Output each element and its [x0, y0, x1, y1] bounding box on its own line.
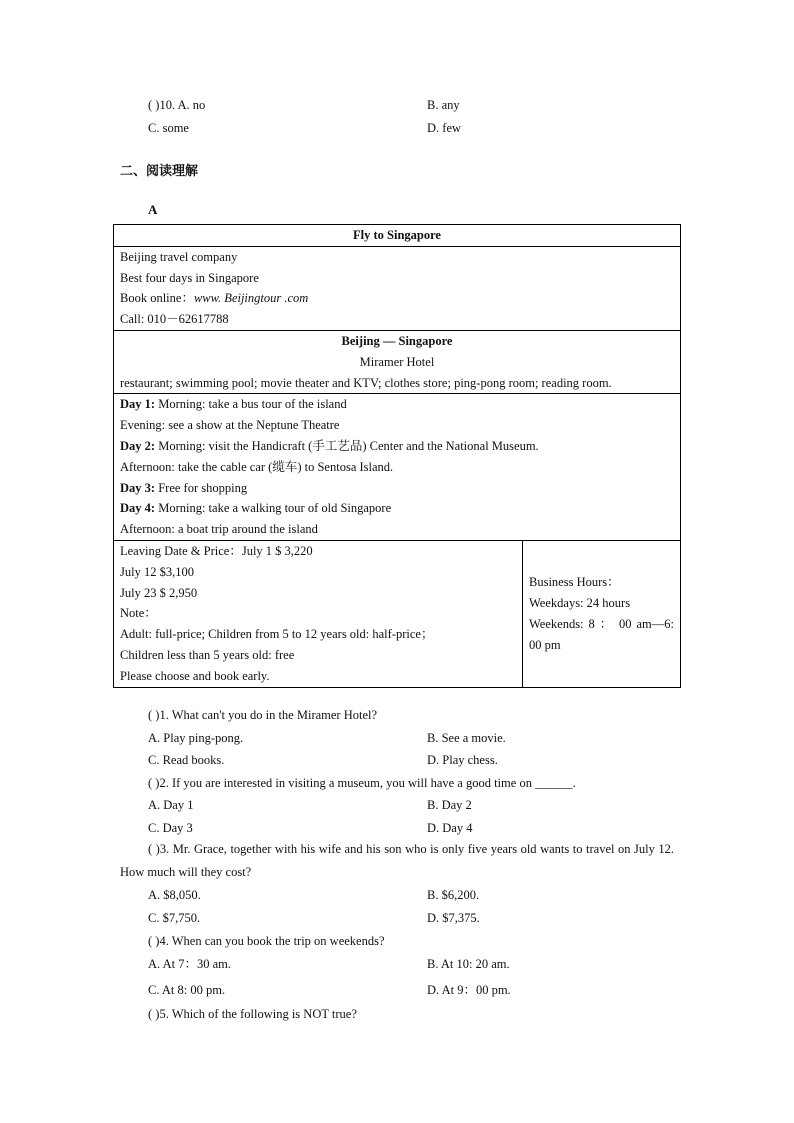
itinerary-line	[120, 436, 674, 457]
section-heading: 二、阅读理解	[120, 164, 199, 179]
question-1-option-d: D. Play chess.	[427, 753, 498, 767]
price-line: July 12 $3,100	[120, 564, 194, 579]
day-label: Day 4:	[120, 501, 156, 516]
day-text: Morning: visit the Handicraft (手工艺品) Center and the National Museum.	[155, 438, 539, 453]
day-text: Morning: take a walking tour of old Singapore	[155, 501, 392, 516]
question-4-option-c: C. At 8: 00 pm.	[148, 983, 226, 997]
question-2-option-d: D. Day 4	[427, 821, 473, 835]
ad-book-label: Book online：	[120, 291, 194, 306]
ad-hotel-info	[114, 330, 681, 393]
itinerary-line	[120, 457, 674, 478]
question-1-option-c: C. Read books.	[148, 753, 225, 767]
question-4-option-d: D. At 9：00 pm.	[427, 983, 511, 997]
day-label: Day 1:	[120, 397, 156, 412]
question-3-option-c: C. $7,750.	[148, 911, 201, 925]
question-10-option-b: B. any	[427, 98, 460, 112]
question-1-option-a: A. Play ping-pong.	[148, 731, 244, 745]
ad-itinerary	[114, 394, 681, 541]
question-2-option-c: C. Day 3	[148, 821, 193, 835]
day-label: Day 3:	[120, 480, 156, 495]
ad-business-hours	[523, 540, 681, 687]
question-1-option-b: B. See a movie.	[427, 731, 506, 745]
ad-book-online	[120, 288, 674, 309]
hours-title: Business Hours：	[529, 575, 620, 590]
ad-title: Fly to Singapore	[114, 225, 681, 247]
note-adult: Adult: full-price; Children from 5 to 12 years old: half-price；	[120, 627, 434, 642]
day-text: Evening: see a show at the Neptune Theatre	[120, 418, 340, 433]
note-children: Children less than 5 years old: free	[120, 647, 295, 662]
hours-weekdays: Weekdays: 24 hours	[529, 595, 631, 610]
itinerary-line	[120, 394, 674, 415]
ad-facilities: restaurant; swimming pool; movie theater and KTV; clothes store; ping-pong room; reading room.	[120, 375, 612, 390]
question-3-option-d: D. $7,375.	[427, 911, 480, 925]
ad-call: Call: 010－62617788	[120, 312, 229, 327]
question-4-stem: ( )4. When can you book the trip on weekends?	[148, 934, 385, 948]
note-book: Please choose and book early.	[120, 668, 270, 683]
passage-label: A	[148, 202, 158, 217]
ad-best-days: Best four days in Singapore	[120, 270, 259, 285]
question-10-option-d: D. few	[427, 121, 462, 135]
itinerary-line	[120, 415, 674, 436]
day-text: Morning: take a bus tour of the island	[155, 397, 347, 412]
question-4-option-a: A. At 7：30 am.	[148, 957, 231, 971]
day-text: Afternoon: a boat trip around the island	[120, 522, 318, 537]
question-5-stem: ( )5. Which of the following is NOT true?	[148, 1007, 357, 1021]
travel-ad-table	[113, 224, 681, 688]
question-2-option-a: A. Day 1	[148, 798, 194, 812]
day-text: Free for shopping	[155, 480, 248, 495]
hours-weekends: Weekends: 8 ： 00 am—6: 00 pm	[529, 616, 674, 652]
question-3-stem: ( )3. Mr. Grace, together with his wife and his son who is only five years old wants to travel on July 12. How much will they cost?	[120, 842, 674, 879]
ad-route: Beijing — Singapore	[341, 333, 453, 348]
question-2-stem: ( )2. If you are interested in visiting a museum, you will have a good time on ______.	[148, 776, 576, 790]
question-10-stem: ( )10. A. no	[148, 98, 206, 112]
question-3-option-b: B. $6,200.	[427, 888, 480, 902]
question-4-option-b: B. At 10: 20 am.	[427, 957, 510, 971]
question-1-stem: ( )1. What can't you do in the Miramer Hotel?	[148, 708, 378, 722]
itinerary-line	[120, 519, 674, 540]
day-text: Afternoon: take the cable car (缆车) to Sentosa Island.	[120, 459, 394, 474]
price-line: Note：	[120, 606, 157, 621]
question-3-option-a: A. $8,050.	[148, 888, 201, 902]
itinerary-line	[120, 478, 674, 499]
itinerary-line	[120, 498, 674, 519]
price-line: July 23 $ 2,950	[120, 585, 198, 600]
question-10-option-c: C. some	[148, 121, 189, 135]
question-2-option-b: B. Day 2	[427, 798, 472, 812]
ad-prices	[114, 540, 523, 687]
ad-hotel-name: Miramer Hotel	[359, 354, 435, 369]
day-label: Day 2:	[120, 438, 156, 453]
ad-company: Beijing travel company	[120, 249, 238, 264]
price-line: Leaving Date & Price：July 1 $ 3,220	[120, 543, 313, 558]
ad-company-info	[114, 246, 681, 330]
ad-book-url: www. Beijingtour .com	[193, 291, 309, 306]
